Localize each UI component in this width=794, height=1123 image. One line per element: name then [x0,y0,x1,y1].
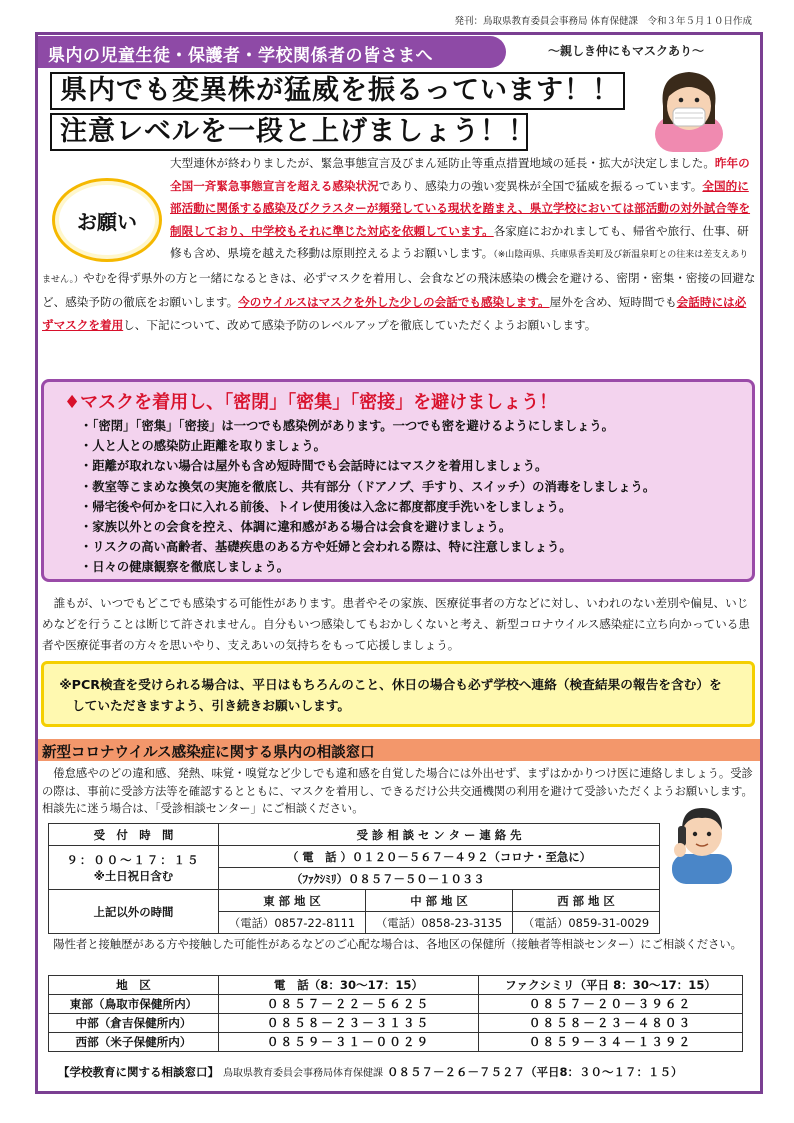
intro-s4: 全国的に部活動に関係する感染及びクラスターが頻発している現状を踏まえ、県立学校においては部活動の対外試合等を制限しており、中学校もそれに準じた対応を依頼しています。 [170,178,751,238]
reception-note: ※土日祝日含む [93,868,174,883]
rule-item: ・距離が取れない場合は屋外も含め短時間でも会話時にはマスクを着用しましょう。 [80,459,548,474]
tel-cell: ０８５８－２３－３１３５ [219,1014,479,1033]
center-tel: （ 電 話 ）０１２０－５６７－４９２（コロナ・至急に） [219,846,660,868]
table-row [49,1033,743,1052]
prevention-rules-box [41,379,755,582]
header-area: 地 区 [49,976,219,995]
east-area-label: 東 部 地 区 [219,890,366,912]
headline-variant: 県内でも変異株が猛威を振るっています！！ [50,72,625,110]
request-badge: お願い [52,178,162,262]
central-area-tel: （電話）0858-23-3135 [366,912,513,934]
intro-s5: 各家庭におかれましても、帰省や旅行、仕事、研修も含め、県境を越えた移動は原則控えるようお願いします。 [170,223,749,260]
intro-s2: 昨年の全国一斉緊急事態宣言を超える感染状況 [170,156,750,193]
other-time-label: 上記以外の時間 [49,890,219,934]
rules-list [80,416,734,578]
rule-item: ・帰宅後や何かを口に入れる前後、トイレ使用後は入念に都度都度手洗いをしましょう。 [80,499,572,514]
rule-item: ・教室等こまめな換気の実施を徹底し、共有部分（ドアノブ、手すり、スイッチ）の消毒をしましょう。 [80,479,656,494]
fax-cell: ０８５７－２０－３９６２ [479,995,743,1014]
rule-item: ・「密閉」「密集」「密接」は一つでも感染例があります。一つでも密を避けるようにしましょう。 [80,419,614,433]
rule-item: ・人と人との感染防止距離を取りましょう。 [80,439,326,454]
central-area-label: 中 部 地 区 [366,890,513,912]
intro-s3: であり、感染力の強い変異株が全国で猛威を振るっています。 [378,178,703,193]
intro-paragraph [42,152,756,336]
anti-discrimination-paragraph: 誰もが、いつでもどこでも感染する可能性があります。患者やその家族、医療従事者の方などに対し、いわれのない差別や偏見、いじめなどを行うことは断じて許されません。自分もいつ感染してもおかしくないと考え、新型コロナウイルス感染症に立ち向かっている患者や医療従事者の方々を思いやり、支えあいの気持ちをもって応援しましょう。 [42,596,750,652]
masked-girl-illustration [651,66,727,152]
footer-org: 鳥取県教育委員会事務局体育保健課 [223,1068,384,1079]
table-row [49,1014,743,1033]
pcr-notice: ※PCR検査を受けられる場合は、平日はもちろんのこと、休日の場合も必ず学校へ連絡（検査結果の報告を含む）をしていただきますよう、引き続きお願いします。 [41,661,755,727]
area-cell: 東部（鳥取市保健所内） [49,995,219,1014]
rule-item: ・家族以外との会食を控え、体調に違和感がある場合は会食を避けましょう。 [80,520,512,535]
rule-item: ・日々の健康観察を徹底しましょう。 [80,560,290,575]
tel-cell: ０８５９－３１－００２９ [219,1033,479,1052]
consult-center-table [48,823,660,934]
header-reception-time: 受 付 時 間 [49,824,219,846]
footer-contact: ０８５７－２６－７５２７（平日8：３０～１７：１５） [387,1065,683,1079]
intro-s9: 屋外を含め、短時間でも [549,295,677,309]
intro-s1: 大型連休が終わりましたが、緊急事態宣言及びまん延防止等重点措置地域の延長・拡大が決定しました。 [170,156,715,170]
tel-cell: ０８５７－２２－５６２５ [219,995,479,1014]
table-row [49,995,743,1014]
reception-time: ９：００～１７：１５ [66,852,201,867]
health-center-table [48,975,743,1052]
school-consult-footer [58,1064,683,1080]
audience-banner: 県内の児童生徒・保護者・学校関係者の皆さまへ [38,36,506,68]
fax-cell: ０８５８－２３－４８０３ [479,1014,743,1033]
west-area-tel: （電話）0859-31-0029 [513,912,660,934]
area-cell: 西部（米子保健所内） [49,1033,219,1052]
fax-cell: ０８５９－３４－１３９２ [479,1033,743,1052]
east-area-tel: （電話）0857-22-8111 [219,912,366,934]
header-consult-center: 受 診 相 談 セ ン タ ー 連 絡 先 [219,824,660,846]
rule-item: ・リスクの高い高齢者、基礎疾患のある方や妊婦と会われる際は、特に注意しましょう。 [80,540,572,555]
phone-caller-illustration [668,800,736,884]
headline-caution: 注意レベルを一段と上げましょう！！ [50,113,528,151]
consultation-header: 新型コロナウイルス感染症に関する県内の相談窓口 [38,739,760,761]
consultation-paragraph: 倦怠感やのどの違和感、発熱、味覚・嗅覚など少しでも違和感を自覚した場合には外出せず、まずはかかりつけ医に連絡しましょう。受診の際は、事前に受診方法等を確認するとともに、マスクを着用し、できるだけ公共交通機関の利用を避けて受診いただくようお願いします。相談先に迷う場合は、「受診相談センター」にご相談ください。 [42,767,753,816]
reception-hours [49,846,219,890]
intro-s8: 今のウイルスはマスクを外した少しの会話でも感染します。 [238,295,550,309]
slogan: ～親しき仲にもマスクあり～ [548,44,705,58]
area-cell: 中部（倉吉保健所内） [49,1014,219,1033]
west-area-label: 西 部 地 区 [513,890,660,912]
header-tel: 電 話（8：30～17：15） [219,976,479,995]
footer-label: 【学校教育に関する相談窓口】 [58,1065,219,1079]
intro-s11: し、下記について、改めて感染予防のレベルアップを徹底していただくようお願いします。 [123,317,597,332]
intro-s7: やむを得ず県外の方と一緒になるときは、必ずマスクを着用し、会食などの飛沫感染の機会を避ける、密閉・密集・密接の回避など、感染予防の徹底をお願いします。 [42,270,756,309]
intro-s6: （※山陰両県、兵庫県香美町及び新温泉町との往来は差支えありません。） [42,250,749,285]
center-fax: （ﾌｧｸｼﾐﾘ）０８５７－５０－１０３３ [219,868,660,890]
health-center-paragraph: 陽性者と接触歴がある方や接触した可能性があるなどのご心配な場合は、各地区の保健所（接触者等相談センター）にご相談ください。 [53,938,742,951]
rules-title: ♦マスクを着用し、「密閉」「密集」「密接」を避けましょう！ [64,392,558,413]
header-fax: ファクシミリ（平日 8：30～17：15） [479,976,743,995]
issuer-line: 発刊：鳥取県教育委員会事務局 体育保健課 令和３年５月１０日作成 [454,16,752,27]
intro-s10: 会話時には必ずマスクを着用 [42,295,747,332]
